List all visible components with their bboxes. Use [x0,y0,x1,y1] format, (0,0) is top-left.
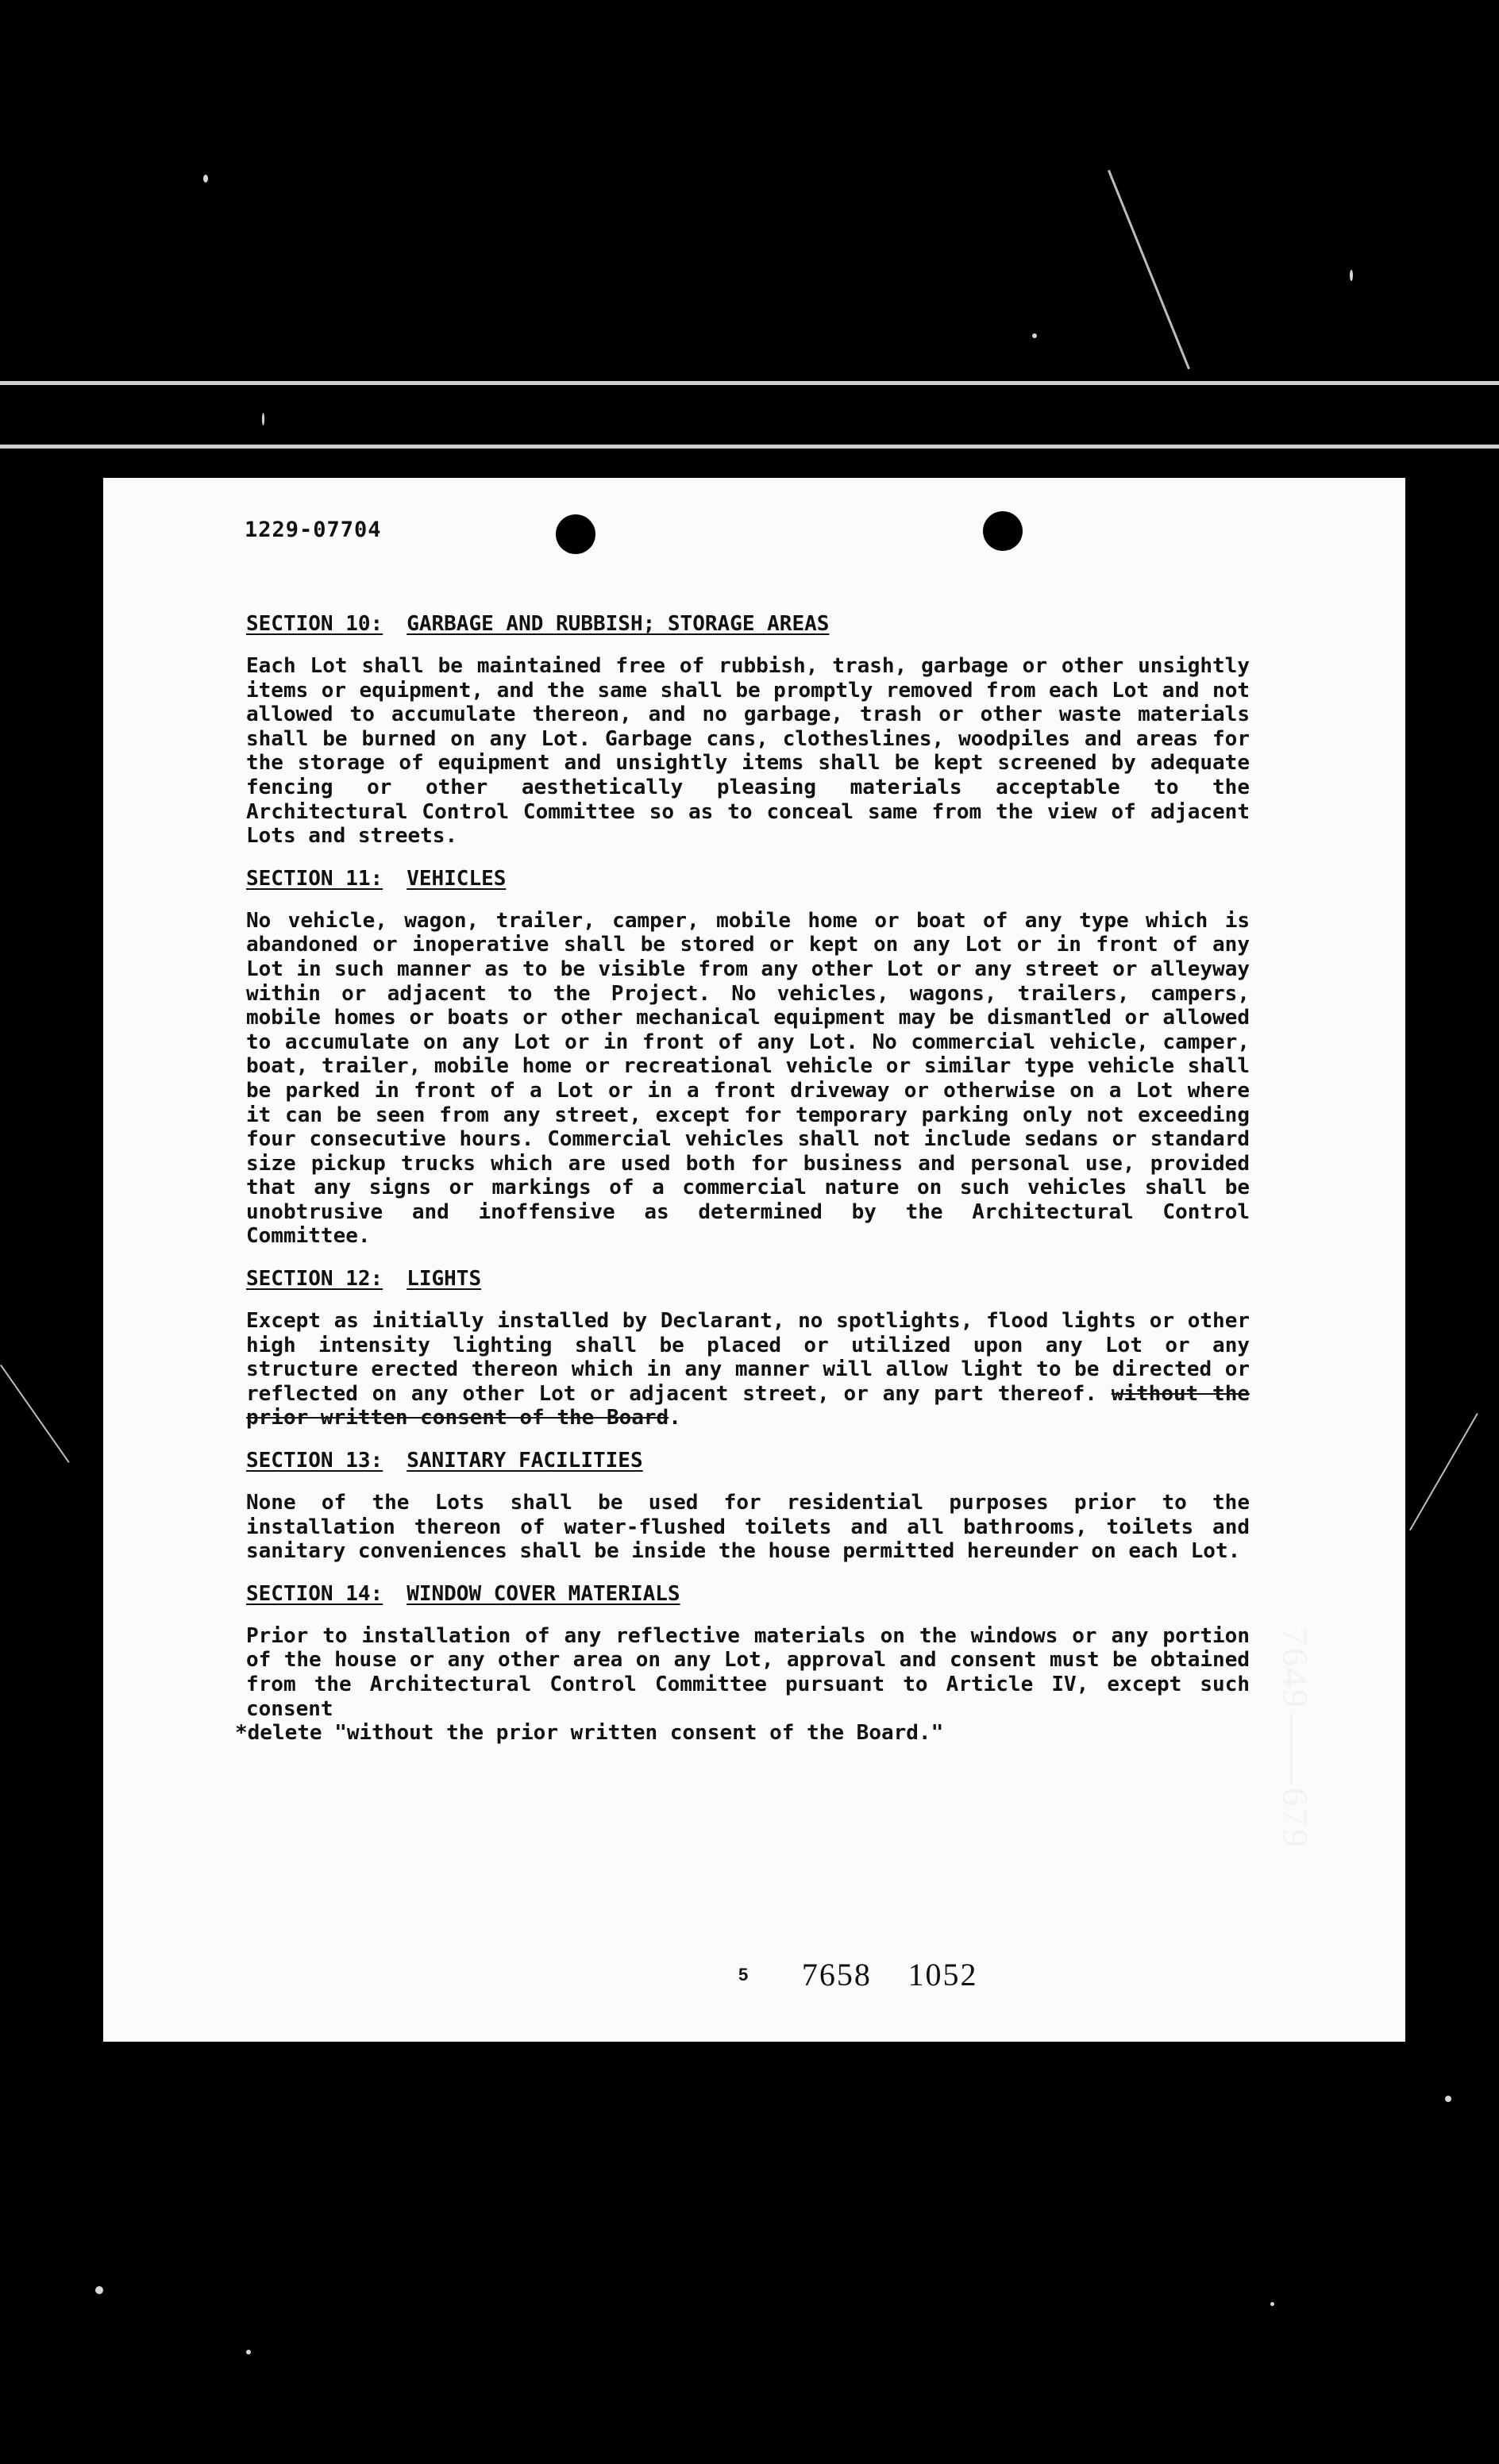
section-text-end: . [669,1406,681,1430]
section-heading [246,866,1250,891]
film-speck [203,175,208,183]
film-speck [95,2286,103,2294]
film-border-line [0,381,1499,385]
document-page [103,478,1405,2042]
section-text-main: Except as initially installed by Declarant, no spotlights, flood lights or other high intensity lighting shall be placed or utilized upon any Lot or any structure erected thereon which in any manner will allow light to be directed or reflected on any other Lot or adjacent street, or any part thereof. [246,1309,1250,1406]
section-11 [246,866,1250,1249]
section-title: VEHICLES [407,866,507,891]
section-label: SECTION 12: [246,1267,383,1292]
section-heading [246,1266,1250,1292]
film-speck [1350,270,1353,281]
film-scratch [1409,1413,1478,1530]
section-text: No vehicle, wagon, trailer, camper, mobile home or boat of any type which is abandoned or inoperative shall be stored or kept on any Lot or in front of any Lot in such manner as to be visible from any other Lot or any street or alleyway within or adjacent to the Project. No vehicles, wagons, trailers, campers, mobile homes or boats or other mechanical equipment may be dismantled or allowed to accumulate on any Lot or in front of any Lot. No commercial vehicle, camper, boat, trailer, mobile home or recreational vehicle or similar type vehicle shall be parked in front of a Lot or in a front driveway or otherwise on a Lot where it can be seen from any street, except for temporary parking only not exceeding four consecutive hours. Commercial vehicles shall not include sedans or standard size pickup trucks which are used both for business and personal use, provided that any signs or markings of a commercial nature on such vehicles shall be unobtrusive and inoffensive as determined by the Architectural Control Committee. [246,908,1250,1249]
film-scratch [1108,170,1190,369]
reference-number: 1229-07704 [245,518,382,542]
film-speck [246,2350,251,2354]
section-13 [246,1448,1250,1564]
section-title: LIGHTS [407,1267,482,1292]
punch-hole [556,514,595,554]
document-body [235,611,1250,1746]
recording-number-right: 1052 [907,1957,978,1992]
section-label: SECTION 13: [246,1449,383,1473]
film-speck [262,413,264,425]
section-text: Prior to installation of any reflective materials on the windows or any portion of the house or any other area on any Lot, approval and consent must be obtained from the Architectural Control Committee pursuant to Article IV, except such consent [246,1623,1250,1721]
section-label: SECTION 11: [246,866,383,891]
film-speck [1032,333,1037,338]
section-14 [235,1581,1250,1746]
section-10 [246,611,1250,849]
section-title: WINDOW COVER MATERIALS [407,1581,680,1606]
page-number: 5 [738,1964,749,1985]
section-label: SECTION 14: [246,1581,383,1606]
section-12 [246,1266,1250,1430]
film-border-line [0,445,1499,449]
section-label: SECTION 10: [246,612,383,636]
film-speck [1270,2302,1274,2306]
section-title: GARBAGE AND RUBBISH; STORAGE AREAS [407,612,830,636]
section-text: None of the Lots shall be used for residential purposes prior to the installation thereon of water-flushed toilets and all bathrooms, toilets and sanitary conveniences shall be inside the house permitted hereunder on each Lot. [246,1491,1250,1564]
side-recording-stamp [1274,1627,1316,1850]
section-text [246,1309,1250,1430]
struck-text: without the prior written consent of the Board [246,1381,1250,1430]
recording-number-left: 7658 [801,1957,872,1992]
film-speck [1445,2096,1451,2102]
side-stamp-left: 7649 [1275,1627,1316,1710]
side-stamp-right: 679 [1275,1788,1316,1850]
side-stamp-dash [1290,1713,1293,1784]
section-heading [246,1448,1250,1473]
section-heading [246,1581,1250,1607]
page-footer [738,1956,1007,1993]
section-heading [246,611,1250,637]
footnote: *delete "without the prior written consent of the Board." [235,1721,944,1746]
punch-hole [983,511,1023,551]
section-title: SANITARY FACILITIES [407,1449,643,1473]
section-text: Each Lot shall be maintained free of rubbish, trash, garbage or other unsightly items or equipment, and the same shall be promptly removed from each Lot and not allowed to accumulate thereon, and no garbage, trash or other waste materials shall be burned on any Lot. Garbage cans, clotheslines, woodpiles and areas for the storage of equipment and unsightly items shall be kept screened by adequate fencing or other aesthetically pleasing materials acceptable to the Architectural Control Committee so as to conceal same from the view of adjacent Lots and streets. [246,654,1250,849]
film-scratch [0,1365,70,1463]
